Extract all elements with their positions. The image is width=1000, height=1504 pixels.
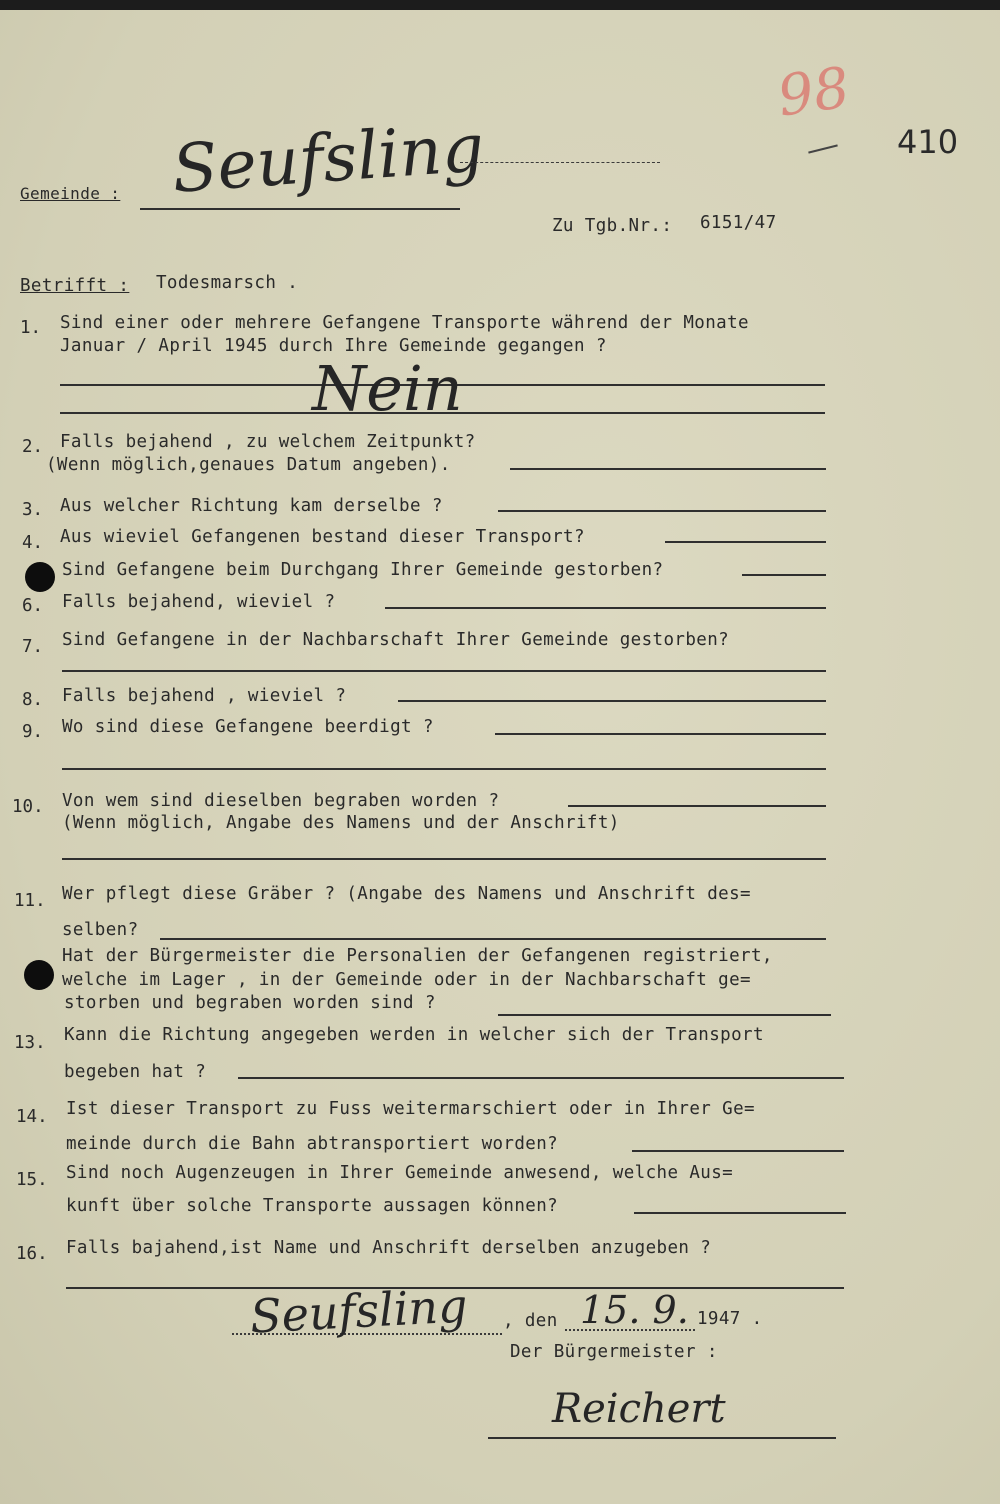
answer-line xyxy=(160,938,826,940)
question-number: 1. xyxy=(20,318,42,338)
question-text: Aus wieviel Gefangenen bestand dieser Transport? xyxy=(60,527,585,547)
answer-handwritten: Nein xyxy=(312,352,463,425)
answer-line xyxy=(238,1077,844,1079)
question-number: 4. xyxy=(22,533,44,553)
question-number: 13. xyxy=(14,1033,46,1053)
question-text: Aus welcher Richtung kam derselbe ? xyxy=(60,496,443,516)
red-page-number: 98 xyxy=(773,55,854,130)
question-text: Hat der Bürgermeister die Personalien der Gefangenen registriert, xyxy=(62,946,773,966)
answer-line xyxy=(665,541,826,543)
question-number: 7. xyxy=(22,637,44,657)
question-text: meinde durch die Bahn abtransportiert worden? xyxy=(66,1134,559,1154)
punch-hole xyxy=(25,562,55,592)
signature-line xyxy=(488,1437,836,1439)
question-text: Kann die Richtung angegeben werden in welcher sich der Transport xyxy=(64,1025,764,1045)
question-number: 9. xyxy=(22,722,44,742)
betrifft-label: Betrifft : xyxy=(20,276,130,296)
answer-line xyxy=(634,1212,846,1214)
tgb-number: 6151/47 xyxy=(700,213,777,233)
answer-line xyxy=(568,805,826,807)
question-text: welche im Lager , in der Gemeinde oder in der Nachbarschaft ge= xyxy=(62,970,751,990)
answer-line xyxy=(62,858,826,860)
question-text: Sind noch Augenzeugen in Ihrer Gemeinde anwesend, welche Aus= xyxy=(66,1163,734,1183)
signature: Reichert xyxy=(552,1386,726,1432)
answer-line xyxy=(385,607,826,609)
question-text: (Wenn möglich, Angabe des Namens und der Anschrift) xyxy=(62,813,620,833)
question-text: Wo sind diese Gefangene beerdigt ? xyxy=(62,717,434,737)
page-number: 410 xyxy=(897,123,959,161)
question-text: Falls bejahend , wieviel ? xyxy=(62,686,347,706)
question-number: 3. xyxy=(22,500,44,520)
answer-line xyxy=(498,510,826,512)
answer-line xyxy=(742,574,826,576)
question-text: Wer pflegt diese Gräber ? (Angabe des Namens und Anschrift des= xyxy=(62,884,751,904)
gemeinde-label: Gemeinde : xyxy=(20,184,121,203)
buergermeister-label: Der Bürgermeister : xyxy=(510,1342,718,1362)
question-number: 10. xyxy=(12,797,44,817)
punch-hole xyxy=(24,960,54,990)
scribble-mark xyxy=(808,144,838,153)
question-text: selben? xyxy=(62,920,139,940)
place-handwritten: Seufsling xyxy=(248,1278,469,1344)
question-text: (Wenn möglich,genaues Datum angeben). xyxy=(46,455,451,475)
question-text: Sind einer oder mehrere Gefangene Transporte während der Monate xyxy=(60,313,749,333)
answer-line xyxy=(62,670,826,672)
question-text: kunft über solche Transporte aussagen können? xyxy=(66,1196,559,1216)
question-text: Falls bejahend , zu welchem Zeitpunkt? xyxy=(60,432,476,452)
gemeinde-line xyxy=(140,208,460,210)
scan-border xyxy=(0,0,1000,10)
question-number: 14. xyxy=(16,1107,48,1127)
question-text: Falls bejahend, wieviel ? xyxy=(62,592,336,612)
question-text: Januar / April 1945 durch Ihre Gemeinde gegangen ? xyxy=(60,336,607,356)
betrifft-value: Todesmarsch . xyxy=(156,273,299,293)
question-text: begeben hat ? xyxy=(64,1062,207,1082)
date-handwritten: 15. 9. xyxy=(580,1288,689,1332)
year: 1947 . xyxy=(697,1309,763,1329)
gemeinde-handwritten: Seufsling xyxy=(169,109,487,208)
answer-line xyxy=(632,1150,844,1152)
answer-line xyxy=(498,1014,831,1016)
tgb-label: Zu Tgb.Nr.: xyxy=(552,216,673,236)
answer-line xyxy=(495,733,826,735)
question-number: 11. xyxy=(14,891,46,911)
answer-line xyxy=(62,768,826,770)
question-number: 15. xyxy=(16,1170,48,1190)
question-number: 8. xyxy=(22,690,44,710)
question-number: 2. xyxy=(22,437,44,457)
question-text: Sind Gefangene beim Durchgang Ihrer Gemeinde gestorben? xyxy=(62,560,664,580)
answer-line xyxy=(398,700,826,702)
question-text: Ist dieser Transport zu Fuss weitermarschiert oder in Ihrer Ge= xyxy=(66,1099,755,1119)
answer-line xyxy=(510,468,826,470)
question-number: 6. xyxy=(22,596,44,616)
question-text: Von wem sind dieselben begraben worden ? xyxy=(62,791,500,811)
gemeinde-dash-line xyxy=(460,162,660,163)
question-text: storben und begraben worden sind ? xyxy=(64,993,436,1013)
den-label: , den xyxy=(503,1311,558,1331)
question-text: Sind Gefangene in der Nachbarschaft Ihrer Gemeinde gestorben? xyxy=(62,630,730,650)
question-number: 16. xyxy=(16,1244,48,1264)
question-text: Falls bajahend,ist Name und Anschrift derselben anzugeben ? xyxy=(66,1238,712,1258)
